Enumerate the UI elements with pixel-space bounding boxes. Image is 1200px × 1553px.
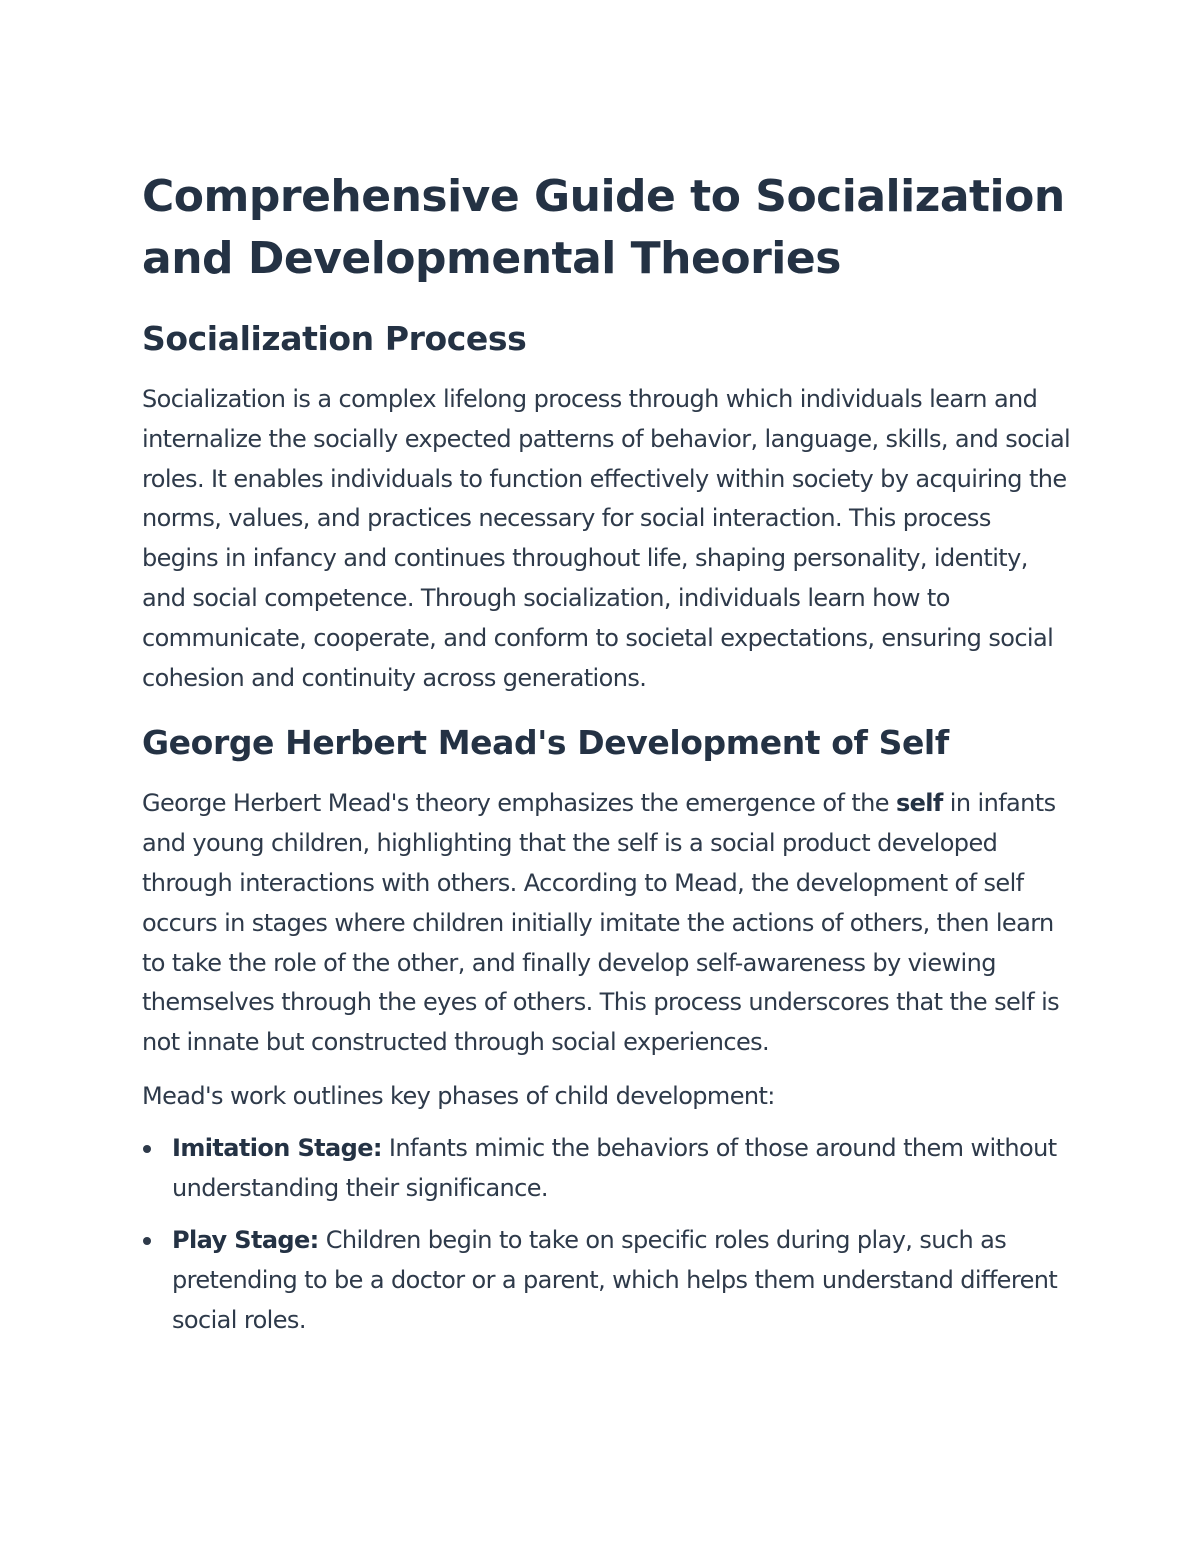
list-item [142,1129,1072,1209]
mead-phases-intro: Mead's work outlines key phases of child development: [142,1081,775,1110]
section-heading-socialization: Socialization Process [142,319,527,358]
mead-paragraph-bold: self [895,789,943,818]
list-item [142,1221,1072,1340]
list-item-text: Children begin to take on specific roles during play, such as pretending to be a doctor or a parent, which helps them understand different social roles. [172,1226,1058,1334]
page-title: Comprehensive Guide to Socialization and Developmental Theories [142,171,1065,284]
mead-paragraph-part2: in infants and young children, highlighting that the self is a social product developed through interactions with others. According to Mead, the development of self occurs in stages where children initially imitate the actions of others, then learn to take the role of the other, and finally develop self-awareness by viewing themselves through the eyes of others. This process underscores that the self is not innate but constructed through social experiences. [142,789,1060,1057]
socialization-paragraph: Socialization is a complex lifelong process through which individuals learn and internalize the socially expected patterns of behavior, language, skills, and social roles. It enables individuals to function effectively within society by acquiring the norms, values, and practices necessary for social interaction. This process begins in infancy and continues throughout life, shaping personality, identity, and social competence. Through socialization, individuals learn how to communicate, cooperate, and conform to societal expectations, ensuring social cohesion and continuity across generations. [142,385,1071,692]
mead-paragraph [142,784,1072,1063]
mead-phases-list [142,1129,1072,1341]
mead-paragraph-part1: George Herbert Mead's theory emphasizes the emergence of the [142,789,896,818]
section-heading-mead: George Herbert Mead's Development of Self [142,723,949,763]
document-page [142,166,1072,1354]
list-item-term: Play Stage: [172,1226,319,1255]
bullet-icon [143,1237,151,1245]
list-item-text: Infants mimic the behaviors of those around them without understanding their significance. [172,1133,1057,1202]
bullet-icon [143,1145,151,1153]
list-item-term: Imitation Stage: [172,1133,382,1162]
